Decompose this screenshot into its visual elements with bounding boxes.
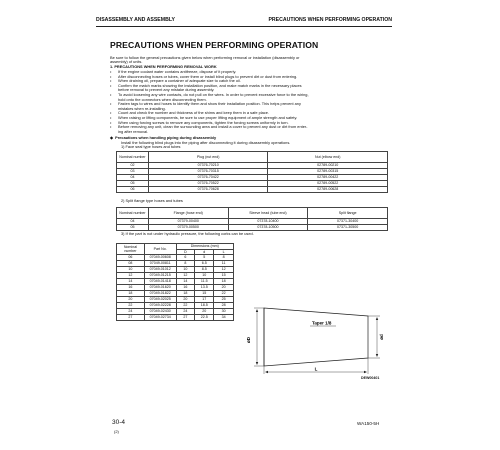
intro-line-1: Be sure to follow the general precautions given below when performing removal or installation (disassembly or xyxy=(110,55,300,60)
table-header-cell: Flange (hose end) xyxy=(148,208,228,219)
table-cell: 6 xyxy=(176,255,195,261)
list-item-text: After disconnecting hoses or tubes, cover them or install blind plugs to prevent dirt or dust from entering. xyxy=(118,73,298,79)
table-cell: 07049-02228 xyxy=(144,303,176,309)
cork-dimensions-table xyxy=(116,243,234,321)
table-header-cell: Plug (nut end) xyxy=(148,152,268,163)
table-cell: 07378-10500 xyxy=(228,225,308,231)
table-cell: 07049-02430 xyxy=(144,309,176,315)
label-length: L xyxy=(314,366,318,372)
table-cell: 07371-30500 xyxy=(308,225,388,231)
table-header-cell: Sleeve head (tube end) xyxy=(228,208,308,219)
table-cell: 06 xyxy=(117,255,145,261)
list-item-text: When raising or lifting components, be sure to use proper lifting equipment of ample strength and safety. xyxy=(118,115,298,120)
table-cell: 25 xyxy=(214,297,234,303)
table-cell: 05 xyxy=(117,181,149,187)
table-cell: 07376-70422 xyxy=(148,175,268,181)
table-cell: 10 xyxy=(176,267,195,273)
revision-mark: (2) xyxy=(114,429,119,434)
list-item-text: If the engine coolant water contains antifreeze, dispose of it properly. xyxy=(118,69,237,74)
table-header-row xyxy=(117,244,234,250)
table-cell: 16 xyxy=(117,285,145,291)
arrow-head xyxy=(256,362,258,365)
bullet-icon: • xyxy=(110,73,112,79)
table-cell: 14 xyxy=(117,279,145,285)
table-header-row xyxy=(117,152,388,163)
table-cell: 04 xyxy=(117,175,149,181)
table-cell: 15 xyxy=(195,291,214,297)
table-cell: 07371-30400 xyxy=(308,219,388,225)
list-item-text: Fasten tags to wires and hoses to identify them and show their installation position. This helps prevent any xyxy=(118,101,301,107)
table-cell: 20 xyxy=(195,309,214,315)
table-cell: 28 xyxy=(214,303,234,309)
list-item-text: Confirm the match marks showing the installation position, and make match marks in the necessary places xyxy=(118,82,302,88)
arrow-head xyxy=(376,317,378,320)
subsection-2-title: 2) Split flange type hoses and tubes xyxy=(121,198,183,203)
page-title: PRECAUTIONS WHEN PERFORMING OPERATION xyxy=(110,40,319,50)
table-cell: 07049-02025 xyxy=(144,297,176,303)
header-section-title: DISASSEMBLY AND ASSEMBLY xyxy=(96,17,175,23)
table-header-cell: L xyxy=(214,249,234,255)
diamond-icon: ◆ xyxy=(110,135,116,140)
table-cell: 06 xyxy=(117,187,149,193)
table-cell: 14 xyxy=(176,279,195,285)
bullet-icon: • xyxy=(110,115,112,120)
list-item xyxy=(110,130,148,134)
table-cell: 07049-00608 xyxy=(144,255,176,261)
cork-diagram xyxy=(240,298,388,376)
table-cell: 11 xyxy=(214,261,234,267)
table-cell: 16 xyxy=(176,285,195,291)
table-cell: 27 xyxy=(117,315,145,321)
table-cell: 5 xyxy=(195,255,214,261)
subsection-1-title: 1) Face seal type hoses and tubes xyxy=(121,144,181,149)
page-number: 30-4 xyxy=(112,419,126,426)
label-inner-diameter: ød xyxy=(379,334,384,340)
table-cell: 20 xyxy=(176,297,195,303)
table-cell: 20 xyxy=(214,285,234,291)
table-row xyxy=(117,225,388,231)
table-cell: 22 xyxy=(214,291,234,297)
table-cell: 07376-70210 xyxy=(148,163,268,169)
bullet-icon: • xyxy=(110,110,112,116)
page-header xyxy=(96,15,392,27)
table-cell: 07376-70315 xyxy=(148,169,268,175)
table-cell: 07376-70522 xyxy=(148,181,268,187)
table-cell: 07378-10400 xyxy=(228,219,308,225)
table-cell: 13.5 xyxy=(195,285,214,291)
bullet-icon: • xyxy=(110,119,112,125)
machine-model: WA150-5H xyxy=(357,421,380,426)
table-row xyxy=(117,187,388,193)
table-cell: 18 xyxy=(214,279,234,285)
bullet-icon: • xyxy=(110,78,112,84)
table-cell: 02789-00522 xyxy=(268,181,388,187)
bullet-icon: • xyxy=(110,92,112,97)
table-cell: 07049-01418 xyxy=(144,279,176,285)
table-cell: 05 xyxy=(117,225,149,231)
table-cell: 08 xyxy=(117,261,145,267)
table-cell: 10 xyxy=(195,273,214,279)
table-row xyxy=(117,315,234,321)
table-cell: 10 xyxy=(117,267,145,273)
table-cell: 18 xyxy=(176,291,195,297)
table-cell: 24 xyxy=(117,309,145,315)
table-cell: 07376-70628 xyxy=(148,187,268,193)
list-item-text: hold onto the connectors when disconnecting them. xyxy=(118,96,207,102)
table-cell: 8 xyxy=(214,255,234,261)
label-taper: Taper 1/8 xyxy=(312,320,332,326)
table-header-cell: Nut (elbow end) xyxy=(268,152,388,163)
table-cell: 11.5 xyxy=(195,279,214,285)
table-cell: 03 xyxy=(117,169,149,175)
list-item-text: To avoid loosening any wire contacts, do not pull on the wires. In order to prevent excessive force to the wiring, xyxy=(118,92,309,97)
table-cell: 18 xyxy=(117,291,145,297)
table-cell: 30 xyxy=(214,309,234,315)
table-header-row xyxy=(117,208,388,219)
table-cell: 02789-00628 xyxy=(268,187,388,193)
arrow-head xyxy=(376,354,378,357)
arrow-head xyxy=(265,371,268,373)
table-header-cell: Part No. xyxy=(144,244,176,255)
arrow-head xyxy=(364,371,367,373)
table-header-cell: Nominal number xyxy=(117,152,149,163)
table-cell: 15 xyxy=(214,273,234,279)
cork-outline xyxy=(264,308,368,366)
table-cell: 02789-00315 xyxy=(268,169,388,175)
table-cell: 12 xyxy=(214,267,234,273)
table-cell: 07379-00400 xyxy=(148,219,228,225)
piping-instruction: Install the following blind plugs into the piping after disconnecting it during disassembly operations. xyxy=(121,139,291,145)
table-cell: 07049-01620 xyxy=(144,285,176,291)
table-cell: 22 xyxy=(117,303,145,309)
table-cell: 22.5 xyxy=(195,315,214,321)
table-cell: 07049-00811 xyxy=(144,261,176,267)
table-cell: 02 xyxy=(117,163,149,169)
table-header-cell: Split flange xyxy=(308,208,388,219)
section-1-heading: 1. PRECAUTIONS WHEN PERFORMING REMOVAL WORK xyxy=(110,64,217,69)
table-cell: 24 xyxy=(176,309,195,315)
table-cell: 20 xyxy=(117,297,145,303)
label-outer-diameter: øD xyxy=(246,337,251,343)
list-item-text: before removal to prevent any mistake during assembly. xyxy=(118,87,215,93)
list-item-text: When draining oil, prepare a container of adequate size to catch the oil. xyxy=(118,78,241,84)
split-flange-table xyxy=(116,207,388,231)
table-cell: 07049-01822 xyxy=(144,291,176,297)
arrow-head xyxy=(256,309,258,312)
table-cell: 07049-02734 xyxy=(144,315,176,321)
table-cell: 17 xyxy=(195,297,214,303)
table-cell: 12 xyxy=(176,273,195,279)
bullet-icon: • xyxy=(110,124,112,130)
table-cell: 02789-00210 xyxy=(268,163,388,169)
table-cell: 07049-01012 xyxy=(144,267,176,273)
subsection-3-title: 3) If the part is not under hydraulic pressure, the following corks can be used. xyxy=(121,231,254,236)
table-header-cell: D xyxy=(176,249,195,255)
table-cell: 6.5 xyxy=(195,261,214,267)
table-header-cell: Nominal number xyxy=(117,208,149,219)
table-cell: 02789-00422 xyxy=(268,175,388,181)
table-cell: 18.5 xyxy=(195,303,214,309)
table-cell: 8.5 xyxy=(195,267,214,273)
table-cell: 8 xyxy=(176,261,195,267)
face-seal-plug-table xyxy=(116,151,388,193)
table-cell: 07049-01215 xyxy=(144,273,176,279)
table-cell: 27 xyxy=(176,315,195,321)
list-item-text: When using forcing screws to remove any components, tighten the forcing screws uniformly in turn. xyxy=(118,119,289,125)
list-item-text: Before removing any unit, clean the surrounding area and install a cover to prevent any dust or dirt from enter- xyxy=(118,124,308,130)
table-cell: 07379-00500 xyxy=(148,225,228,231)
table-header-cell: d xyxy=(195,249,214,255)
piping-heading-text: Precautions when handling piping during disassembly xyxy=(115,135,217,140)
table-header-cell: Nominal number xyxy=(117,244,145,255)
bullet-icon: • xyxy=(110,69,112,74)
list-item-text: mistakes when re-installing. xyxy=(118,105,166,111)
list-item-text: Count and check the number and thickness of the shims and keep them in a safe place. xyxy=(118,110,269,116)
header-page-topic: PRECAUTIONS WHEN PERFORMING OPERATION xyxy=(268,17,392,23)
bullet-icon: • xyxy=(110,82,112,88)
table-cell: 34 xyxy=(214,315,234,321)
table-cell: 04 xyxy=(117,219,149,225)
figure-code: DEW00401 xyxy=(361,376,380,380)
table-cell: 22 xyxy=(176,303,195,309)
intro-line-2: assembly) of units. xyxy=(110,59,143,65)
table-cell: 12 xyxy=(117,273,145,279)
bullet-icon: • xyxy=(110,101,112,107)
table-header-cell: Dimensions (mm) xyxy=(176,244,233,250)
list-item-text: ing after removal. xyxy=(118,128,149,134)
